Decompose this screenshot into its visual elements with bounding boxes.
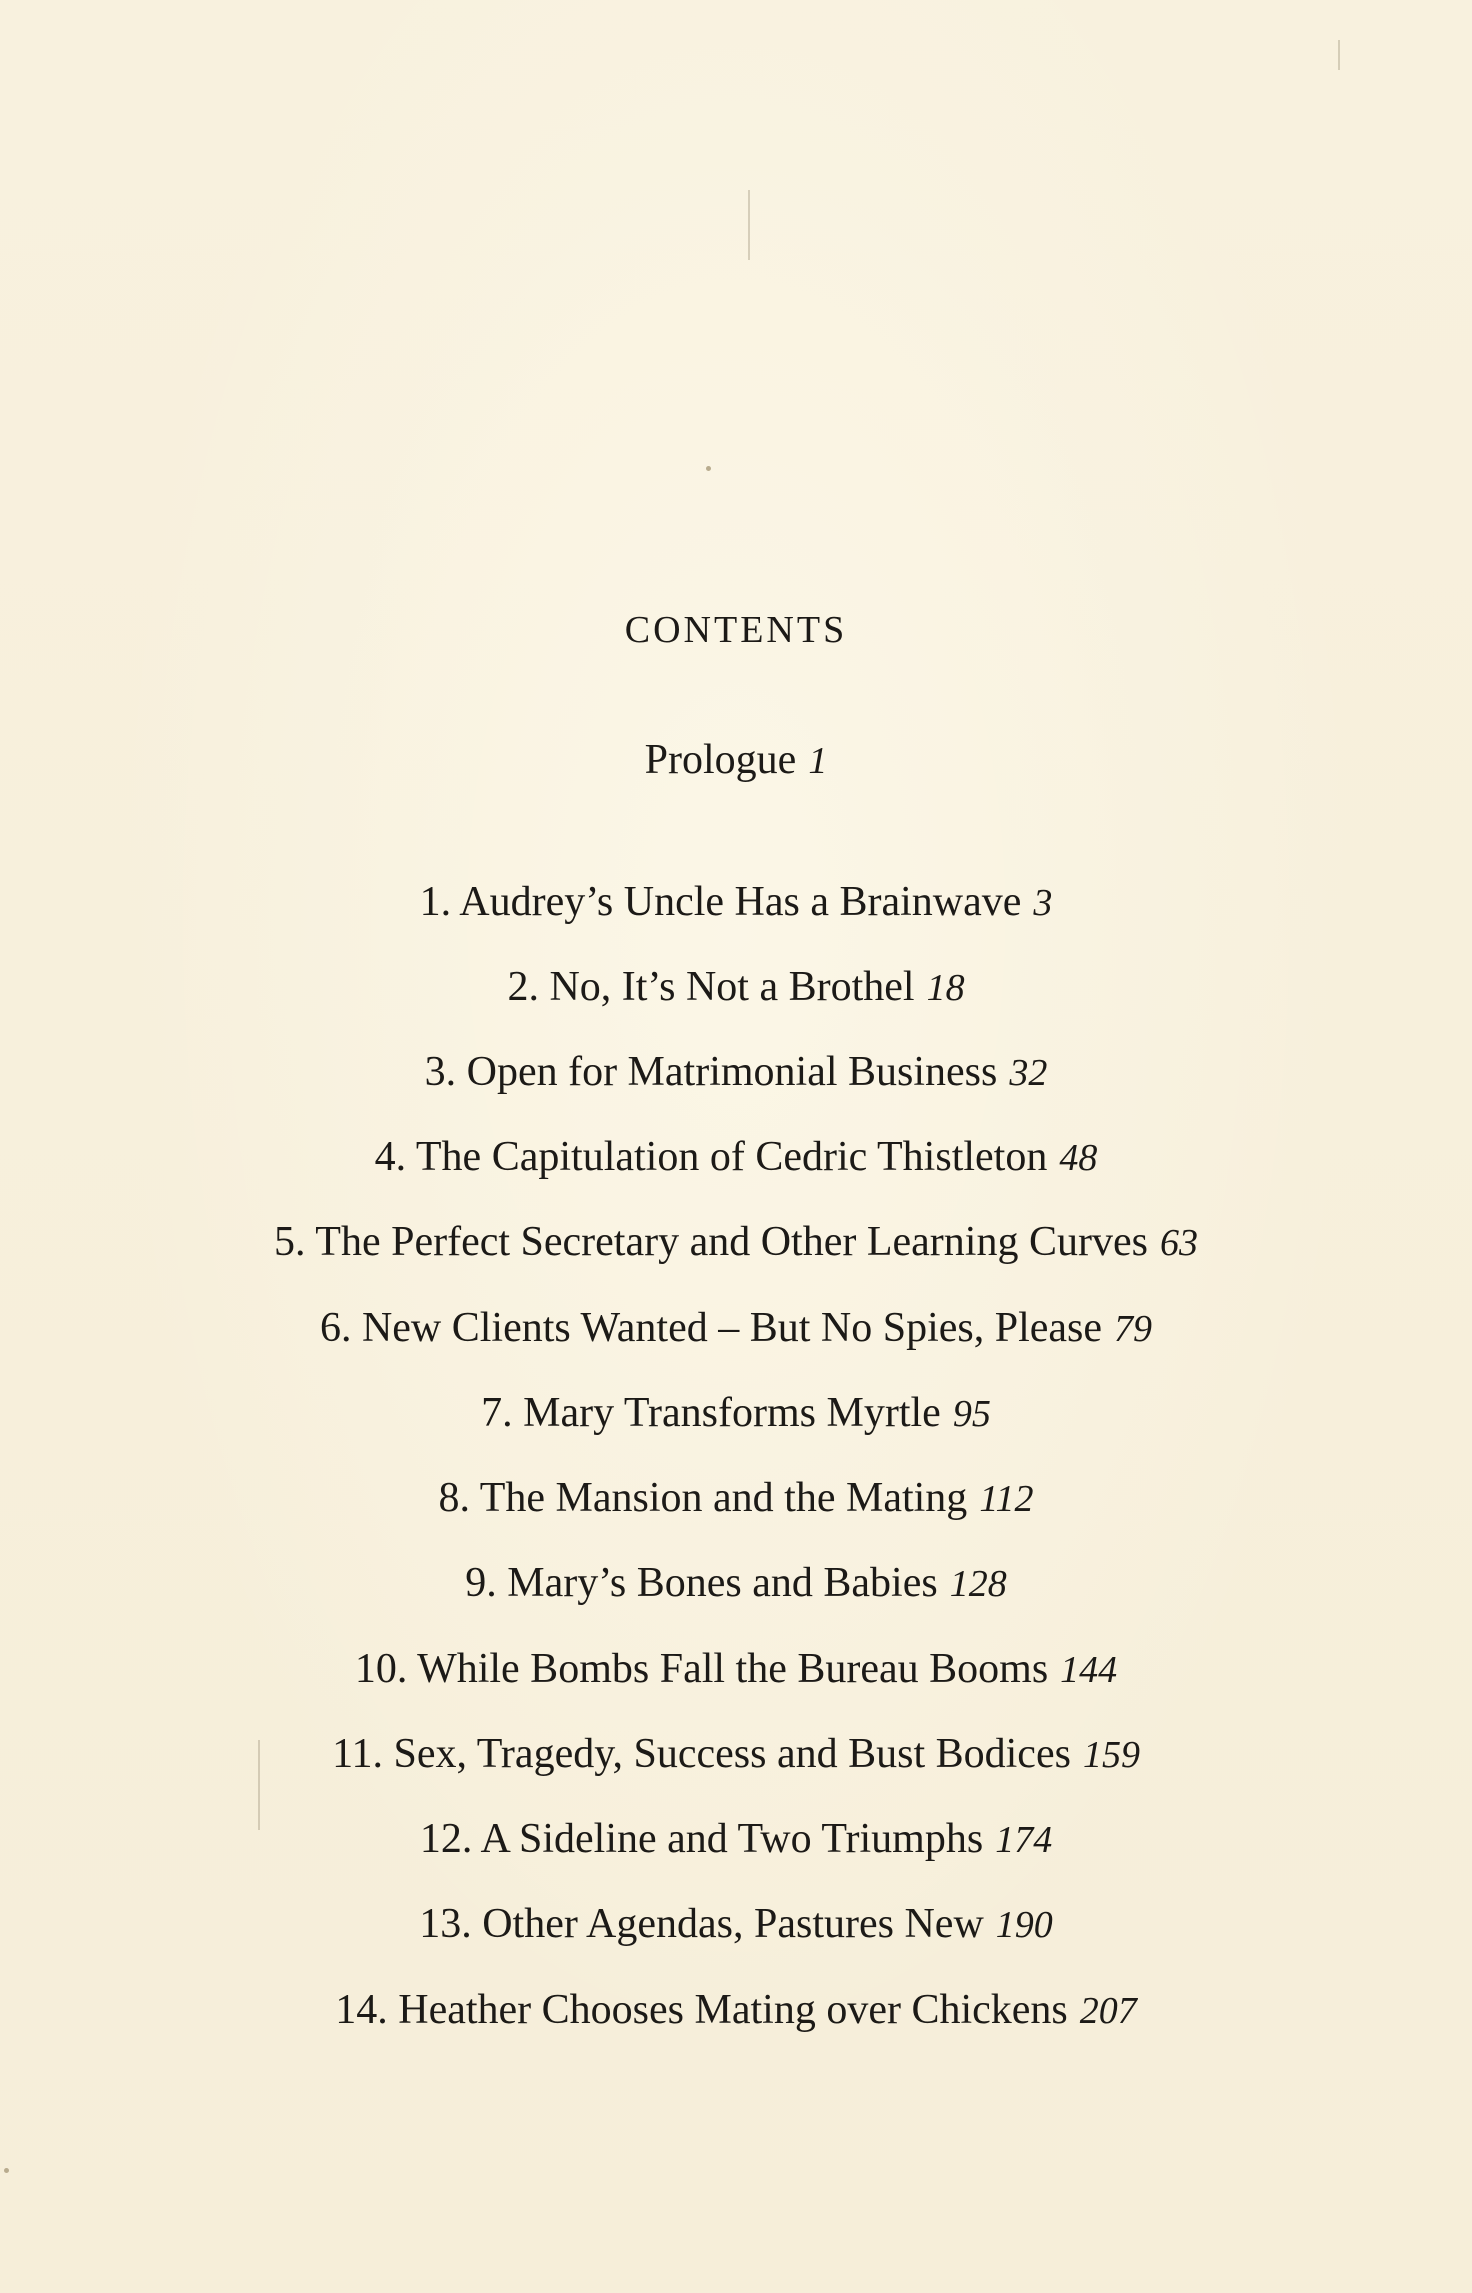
chapter-entry xyxy=(0,1644,1472,1695)
chapter-number: 12. xyxy=(419,1816,473,1862)
chapter-entry xyxy=(0,1217,1472,1268)
chapter-number: 11. xyxy=(332,1731,384,1777)
chapter-title: Mary’s Bones and Babies xyxy=(507,1560,938,1606)
chapter-page-number: 144 xyxy=(1060,1649,1118,1691)
chapter-page-number: 190 xyxy=(995,1904,1053,1946)
prologue-title: Prologue xyxy=(644,737,797,783)
paper-speck xyxy=(706,466,711,471)
chapter-page-number: 79 xyxy=(1114,1308,1153,1350)
prologue-page-number: 1 xyxy=(808,740,828,782)
chapter-page-number: 174 xyxy=(995,1819,1053,1861)
chapter-number: 10. xyxy=(354,1646,408,1692)
contents-heading: CONTENTS xyxy=(624,609,848,651)
chapter-number: 2. xyxy=(507,964,539,1010)
chapter-page-number: 112 xyxy=(979,1478,1034,1520)
chapter-number: 7. xyxy=(481,1390,513,1436)
chapter-number: 14. xyxy=(335,1987,388,2033)
chapter-page-number: 207 xyxy=(1079,1990,1137,2032)
chapter-title: No, It’s Not a Brothel xyxy=(549,964,915,1010)
chapter-page-number: 48 xyxy=(1059,1137,1098,1179)
chapter-entry xyxy=(0,1388,1472,1439)
chapter-title: While Bombs Fall the Bureau Booms xyxy=(417,1646,1049,1692)
chapter-entry xyxy=(0,877,1472,928)
chapter-title: Open for Matrimonial Business xyxy=(466,1049,998,1095)
chapter-title: Mary Transforms Myrtle xyxy=(523,1390,941,1436)
chapter-page-number: 18 xyxy=(926,967,965,1009)
chapter-page-number: 128 xyxy=(949,1563,1007,1605)
chapter-number: 3. xyxy=(424,1049,457,1095)
chapter-title: The Mansion and the Mating xyxy=(479,1475,968,1521)
chapter-title: A Sideline and Two Triumphs xyxy=(480,1816,984,1862)
chapter-page-number: 63 xyxy=(1159,1222,1198,1264)
chapter-page-number: 32 xyxy=(1009,1052,1048,1094)
chapter-page-number: 95 xyxy=(952,1393,991,1435)
chapter-title: Audrey’s Uncle Has a Brainwave xyxy=(459,879,1022,925)
chapter-number: 13. xyxy=(419,1901,472,1947)
chapter-page-number: 3 xyxy=(1033,882,1053,924)
bleed-through-mark xyxy=(748,190,750,260)
chapter-entry xyxy=(0,1814,1472,1865)
chapter-entry xyxy=(0,1729,1472,1780)
chapter-number: 6. xyxy=(319,1305,352,1351)
chapter-title: Sex, Tragedy, Success and Bust Bodices xyxy=(393,1731,1071,1777)
chapter-entry xyxy=(0,1899,1472,1950)
chapter-entry xyxy=(0,962,1472,1013)
chapter-title: Heather Chooses Mating over Chickens xyxy=(398,1987,1068,2033)
prologue-entry xyxy=(0,735,1472,786)
chapter-entry xyxy=(0,1558,1472,1609)
chapter-entry xyxy=(0,1132,1472,1183)
chapter-entry xyxy=(0,1047,1472,1098)
chapter-title: The Capitulation of Cedric Thistleton xyxy=(415,1134,1048,1180)
chapter-title: Other Agendas, Pastures New xyxy=(482,1901,984,1947)
chapter-number: 9. xyxy=(465,1560,497,1606)
chapter-entry xyxy=(0,1985,1472,2036)
chapter-number: 1. xyxy=(419,879,452,925)
bleed-through-mark xyxy=(1338,40,1340,70)
chapter-entry xyxy=(0,1303,1472,1354)
chapter-number: 4. xyxy=(374,1134,407,1180)
chapter-entry xyxy=(0,1473,1472,1524)
chapter-title: The Perfect Secretary and Other Learning Curves xyxy=(315,1219,1148,1265)
chapter-title: New Clients Wanted – But No Spies, Please xyxy=(361,1305,1103,1351)
chapter-page-number: 159 xyxy=(1082,1734,1140,1776)
paper-speck xyxy=(4,2168,9,2173)
chapter-number: 5. xyxy=(274,1219,306,1265)
chapter-number: 8. xyxy=(438,1475,470,1521)
